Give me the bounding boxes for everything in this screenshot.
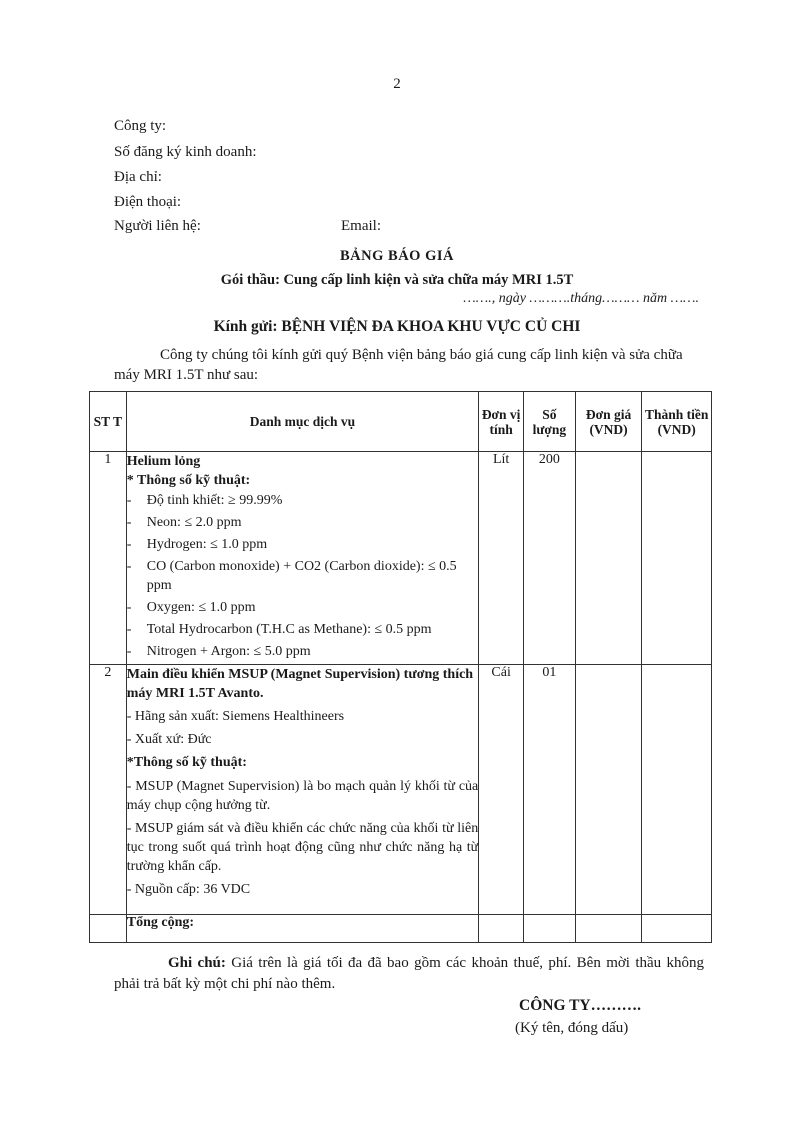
item-title: Main điều khiển MSUP (Magnet Supervision) tương thích máy MRI 1.5T Avanto. xyxy=(126,667,474,701)
list-item-text: Độ tinh khiết: ≥ 99.99% xyxy=(146,493,283,508)
date-line: ……., ngày ……….tháng……… năm ……. xyxy=(463,291,699,306)
total-label: Tổng cộng: xyxy=(126,915,479,943)
header-price: Đơn giá (VND) xyxy=(575,392,642,452)
company-label: Công ty: xyxy=(114,118,167,134)
list-item: - Nitrogen + Argon: ≤ 5.0 ppm xyxy=(126,644,311,659)
total-row-total xyxy=(642,915,712,943)
row-description xyxy=(126,452,479,665)
header-stt: ST T xyxy=(90,392,127,452)
row-total xyxy=(642,665,712,915)
signature-instruction: (Ký tên, đóng dấu) xyxy=(515,1020,629,1036)
total-row-qty xyxy=(523,915,575,943)
spec-paragraph: - Nguồn cấp: 36 VDC xyxy=(126,882,251,897)
row-price xyxy=(575,452,642,665)
list-item-text: CO (Carbon monoxide) + CO2 (Carbon dioxide): ≤ 0.5 ppm xyxy=(146,559,457,593)
row-qty: 200 xyxy=(523,452,575,665)
spec-paragraph: - MSUP (Magnet Supervision) là bo mạch quản lý khối từ của máy chụp cộng hưởng từ. xyxy=(126,779,479,813)
note-text: Giá trên là giá tối đa đã bao gồm các khoản thuế, phí. Bên mời thầu không phải trả bất kỳ một chi phí nào thêm. xyxy=(114,955,705,992)
list-item: - Hydrogen: ≤ 1.0 ppm xyxy=(126,537,268,552)
address-label: Địa chỉ: xyxy=(114,169,162,185)
list-item: - Độ tinh khiết: ≥ 99.99% xyxy=(126,493,283,508)
table-row xyxy=(90,452,712,665)
signature-company: CÔNG TY………. xyxy=(519,997,642,1014)
row-stt: 2 xyxy=(90,665,127,915)
contact-label: Người liên hệ: xyxy=(114,218,201,234)
page-number: 2 xyxy=(393,76,401,92)
table-header-row xyxy=(90,392,712,452)
header-total: Thành tiền (VND) xyxy=(642,392,712,452)
package-title: Gói thầu: Cung cấp linh kiện và sửa chữa máy MRI 1.5T xyxy=(220,272,574,288)
list-item: - Neon: ≤ 2.0 ppm xyxy=(126,515,242,530)
row-price xyxy=(575,665,642,915)
recipient-line: Kính gửi: BỆNH VIỆN ĐA KHOA KHU VỰC CỦ CHI xyxy=(213,318,581,335)
note-label: Ghi chú: xyxy=(168,955,226,971)
total-row xyxy=(90,915,712,943)
list-item-text: Hydrogen: ≤ 1.0 ppm xyxy=(146,537,268,552)
list-item: - Total Hydrocarbon (T.H.C as Methane): ≤ 0.5 ppm xyxy=(126,622,432,637)
list-item: - CO (Carbon monoxide) + CO2 (Carbon dioxide): ≤ 0.5 ppm xyxy=(127,557,479,595)
email-label: Email: xyxy=(341,218,381,234)
list-item-text: Total Hydrocarbon (T.H.C as Methane): ≤ 0.5 ppm xyxy=(146,622,432,637)
row-qty: 01 xyxy=(523,665,575,915)
contact-row xyxy=(114,217,381,236)
spec-title: *Thông số kỹ thuật: xyxy=(126,755,247,770)
header-name: Danh mục dịch vụ xyxy=(126,392,479,452)
list-item: - Oxygen: ≤ 1.0 ppm xyxy=(126,600,256,615)
list-item-text: Oxygen: ≤ 1.0 ppm xyxy=(146,600,256,615)
quote-table xyxy=(89,391,712,943)
table-row xyxy=(90,665,712,915)
item-title: Helium lỏng xyxy=(126,454,201,469)
business-reg-label: Số đăng ký kinh doanh: xyxy=(114,144,257,160)
origin-line: - Xuất xứ: Đức xyxy=(126,732,212,747)
row-total xyxy=(642,452,712,665)
total-row-stt xyxy=(90,915,127,943)
spec-title: * Thông số kỹ thuật: xyxy=(126,473,251,488)
row-description xyxy=(126,665,479,915)
intro-paragraph: Công ty chúng tôi kính gửi quý Bệnh viện bảng báo giá cung cấp linh kiện và sửa chữa máy MRI 1.5T như sau: xyxy=(114,347,683,383)
document-title: BẢNG BÁO GIÁ xyxy=(340,248,454,264)
header-unit: Đơn vị tính xyxy=(479,392,524,452)
list-item-text: Neon: ≤ 2.0 ppm xyxy=(146,515,242,530)
row-stt: 1 xyxy=(90,452,127,665)
phone-label: Điện thoại: xyxy=(114,194,182,210)
row-unit: Lít xyxy=(479,452,524,665)
total-row-price xyxy=(575,915,642,943)
spec-paragraph: - MSUP giám sát và điều khiển các chức năng của khối từ liên tục trong suốt quá trình hoạt động cũng như chức năng hạ từ trường khẩn cấp. xyxy=(126,821,479,874)
note-paragraph xyxy=(114,953,704,995)
total-row-unit xyxy=(479,915,524,943)
list-item-text: Nitrogen + Argon: ≤ 5.0 ppm xyxy=(146,644,311,659)
header-qty: Số lượng xyxy=(523,392,575,452)
manufacturer-line: - Hãng sản xuất: Siemens Healthineers xyxy=(126,709,345,724)
row-unit: Cái xyxy=(479,665,524,915)
